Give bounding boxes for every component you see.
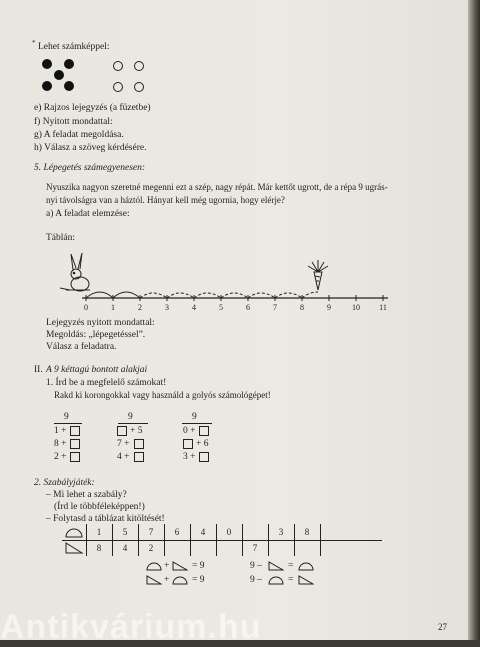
triangle-icon [146, 575, 162, 585]
number-line-label: 7 [273, 303, 277, 312]
number-line-label: 10 [352, 303, 360, 312]
table-cell-top: 6 [174, 527, 180, 537]
answer-box [183, 439, 193, 449]
column-head: 9 [64, 412, 69, 422]
triangle-icon [298, 575, 314, 585]
divider [182, 423, 212, 424]
table-column-divider [320, 524, 321, 556]
answer-box [134, 452, 144, 462]
number-line-label: 11 [379, 303, 387, 312]
filled-dot [64, 59, 74, 69]
answer-box [70, 439, 80, 449]
table-column-divider [138, 524, 139, 556]
table-cell-top: 0 [226, 527, 232, 537]
note-line: Lejegyzés nyitott mondattal: [46, 318, 155, 328]
table-cell-top: 4 [200, 527, 206, 537]
carrot-icon [308, 260, 328, 290]
task5-title: 5. Lépegetés számegyenesen: [34, 163, 146, 173]
instruction-line: 1. Írd be a megfelelő számokat! [46, 378, 167, 388]
table-cell-bottom: 2 [148, 543, 154, 553]
expr-text: 0 + [183, 426, 196, 436]
expr-text: 4 + [117, 452, 130, 462]
expr-text: 8 + [54, 439, 67, 449]
list-item: f) Nyitott mondattal: [34, 117, 113, 127]
answer-box [70, 426, 80, 436]
task5-paragraph: nyi távolságra van a háztól. Hányat kell még ugornia, hogy elérje? [46, 195, 285, 205]
list-item: g) A feladat megoldása. [34, 130, 124, 140]
number-line-label: 3 [165, 303, 169, 312]
watermark-text: Antikvárium.hu [0, 608, 262, 646]
number-line-label: 1 [111, 303, 115, 312]
table-column-divider [268, 524, 269, 556]
semicircle-icon [64, 525, 84, 539]
list-item: h) Válasz a szöveg kérdésére. [34, 143, 147, 153]
number-line-label: 8 [300, 303, 304, 312]
table-column-divider [164, 524, 165, 556]
filled-dot [54, 70, 64, 80]
number-line-label: 6 [246, 303, 250, 312]
answer-box [70, 452, 80, 462]
empty-dot [113, 82, 123, 92]
number-line-label: 5 [219, 303, 223, 312]
game-bullet: – Folytasd a táblázat kitöltését! [46, 514, 165, 524]
equation-left: 9 – [250, 561, 262, 571]
semicircle-icon [298, 561, 314, 571]
number-line-label: 9 [327, 303, 331, 312]
table-cell-top: 7 [148, 527, 154, 537]
table-cell-top: 8 [304, 527, 310, 537]
rabbit-icon [60, 253, 90, 291]
operator-text: + [164, 561, 170, 571]
divider [118, 423, 148, 424]
table-column-divider [294, 524, 295, 556]
table-cell-bottom: 4 [122, 543, 128, 553]
answer-box [117, 426, 127, 436]
table-column-divider [190, 524, 191, 556]
expr-text: 1 + [54, 426, 67, 436]
operator-text: = [288, 575, 294, 585]
number-line [56, 250, 396, 312]
filled-dot [42, 59, 52, 69]
answer-box [199, 452, 209, 462]
column-head: 9 [128, 412, 133, 422]
section-prefix: II. [34, 365, 43, 375]
task5-paragraph: Nyuszika nagyon szeretné megenni ezt a szép, nagy répát. Már kettőt ugrott, de a répa 9 ugrás- [46, 182, 388, 192]
table-cell-top: 5 [122, 527, 128, 537]
equation-left: 9 – [250, 575, 262, 585]
empty-dot [113, 61, 123, 71]
table-column-divider [242, 524, 243, 556]
expr-text: + 6 [196, 439, 209, 449]
table-cell-top: 3 [278, 527, 284, 537]
filled-dot [42, 81, 52, 91]
operator-text: + [164, 575, 170, 585]
semicircle-icon [172, 575, 188, 585]
table-cell-bottom: 8 [96, 543, 102, 553]
section-title: A 9 kéttagú bontott alakjai [46, 365, 148, 375]
table-midline [62, 540, 382, 541]
page-edge [468, 0, 480, 640]
answer-box [134, 439, 144, 449]
operator-text: = [288, 561, 294, 571]
table-column-divider [86, 524, 87, 556]
divider [54, 423, 82, 424]
equation-result: = 9 [192, 575, 205, 585]
table-cell-top: 1 [96, 527, 102, 537]
number-line-label: 2 [138, 303, 142, 312]
filled-dot [64, 81, 74, 91]
game-bullet: – Mi lehet a szabály? [46, 490, 127, 500]
board-label: Táblán: [46, 233, 76, 243]
game-bullet: (Írd le többféleképpen!) [54, 502, 145, 512]
game-title: 2. Szabályjáték: [34, 478, 95, 488]
intro-line: Lehet számképpel: [38, 42, 110, 52]
task5-analysis: a) A feladat elemzése: [46, 209, 130, 219]
expr-text: 2 + [54, 452, 67, 462]
expr-text: 7 + [117, 439, 130, 449]
instruction-line: Rakd ki korongokkal vagy használd a golyós számológépet! [54, 390, 271, 400]
number-line-label: 4 [192, 303, 196, 312]
triangle-icon [268, 561, 284, 571]
asterisk-mark: * [32, 39, 36, 47]
number-line-label: 0 [84, 303, 88, 312]
answer-box [199, 426, 209, 436]
expr-text: + 5 [130, 426, 143, 436]
note-line: Válasz a feladatra. [46, 342, 117, 352]
table-column-divider [216, 524, 217, 556]
table-column-divider [112, 524, 113, 556]
triangle-icon [172, 561, 188, 571]
triangle-icon [64, 541, 84, 555]
column-head: 9 [192, 412, 197, 422]
note-line: Megoldás: „lépegetéssel”. [46, 330, 146, 340]
empty-dot [134, 61, 144, 71]
expr-text: 3 + [183, 452, 196, 462]
semicircle-icon [146, 561, 162, 571]
page-number: 27 [438, 622, 447, 632]
empty-dot [134, 82, 144, 92]
semicircle-icon [268, 575, 284, 585]
table-cell-bottom: 7 [252, 543, 258, 553]
list-item: e) Rajzos lejegyzés (a füzetbe) [34, 103, 151, 113]
equation-result: = 9 [192, 561, 205, 571]
